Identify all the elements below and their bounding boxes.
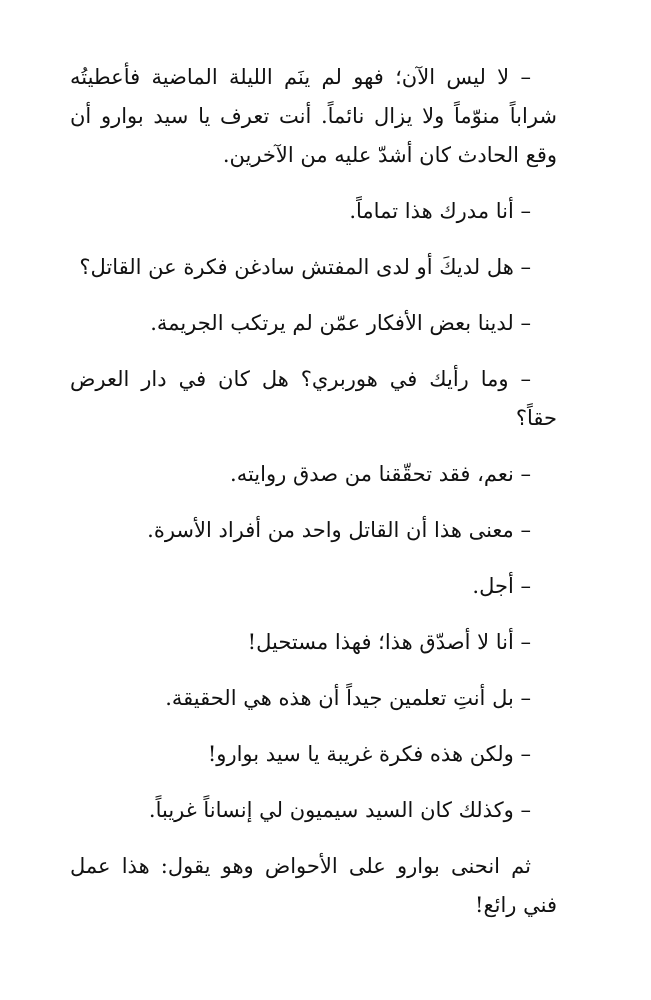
paragraph-2: – أنا مدرك هذا تماماً. — [349, 199, 531, 223]
paragraph-13: ثم انحنى بوارو على الأحواض وهو يقول: هذا عمل فني رائع! — [70, 854, 557, 917]
paragraph-1: – لا ليس الآن؛ فهو لم ينَم الليلة الماضية فأعطيتُه شراباً منوّماً ولا يزال نائماً. أنت تعرف يا سيد بوارو أن وقع الحادث كان أشدّ عليه من الآخرين. — [70, 65, 557, 167]
paragraph-9: – أنا لا أصدّق هذا؛ فهذا مستحيل! — [247, 630, 531, 654]
paragraph-7: – معنى هذا أن القاتل واحد من أفراد الأسرة. — [147, 518, 531, 542]
paragraph-5: – وما رأيك في هوربري؟ هل كان في دار العرض حقاً؟ — [70, 367, 557, 430]
book-page — [70, 58, 557, 925]
paragraph-6: – نعم، فقد تحقّقنا من صدق روايته. — [230, 462, 531, 486]
paragraph-4: – لدينا بعض الأفكار عمّن لم يرتكب الجريمة. — [150, 311, 531, 335]
paragraph-3: – هل لديكَ أو لدى المفتش سادغن فكرة عن القاتل؟ — [79, 255, 531, 279]
paragraph-10: – بل أنتِ تعلمين جيداً أن هذه هي الحقيقة. — [165, 686, 531, 710]
paragraph-8: – أجل. — [472, 574, 531, 598]
paragraph-11: – ولكن هذه فكرة غريبة يا سيد بوارو! — [207, 742, 531, 766]
paragraph-12: – وكذلك كان السيد سيميون لي إنساناً غريباً. — [148, 798, 531, 822]
